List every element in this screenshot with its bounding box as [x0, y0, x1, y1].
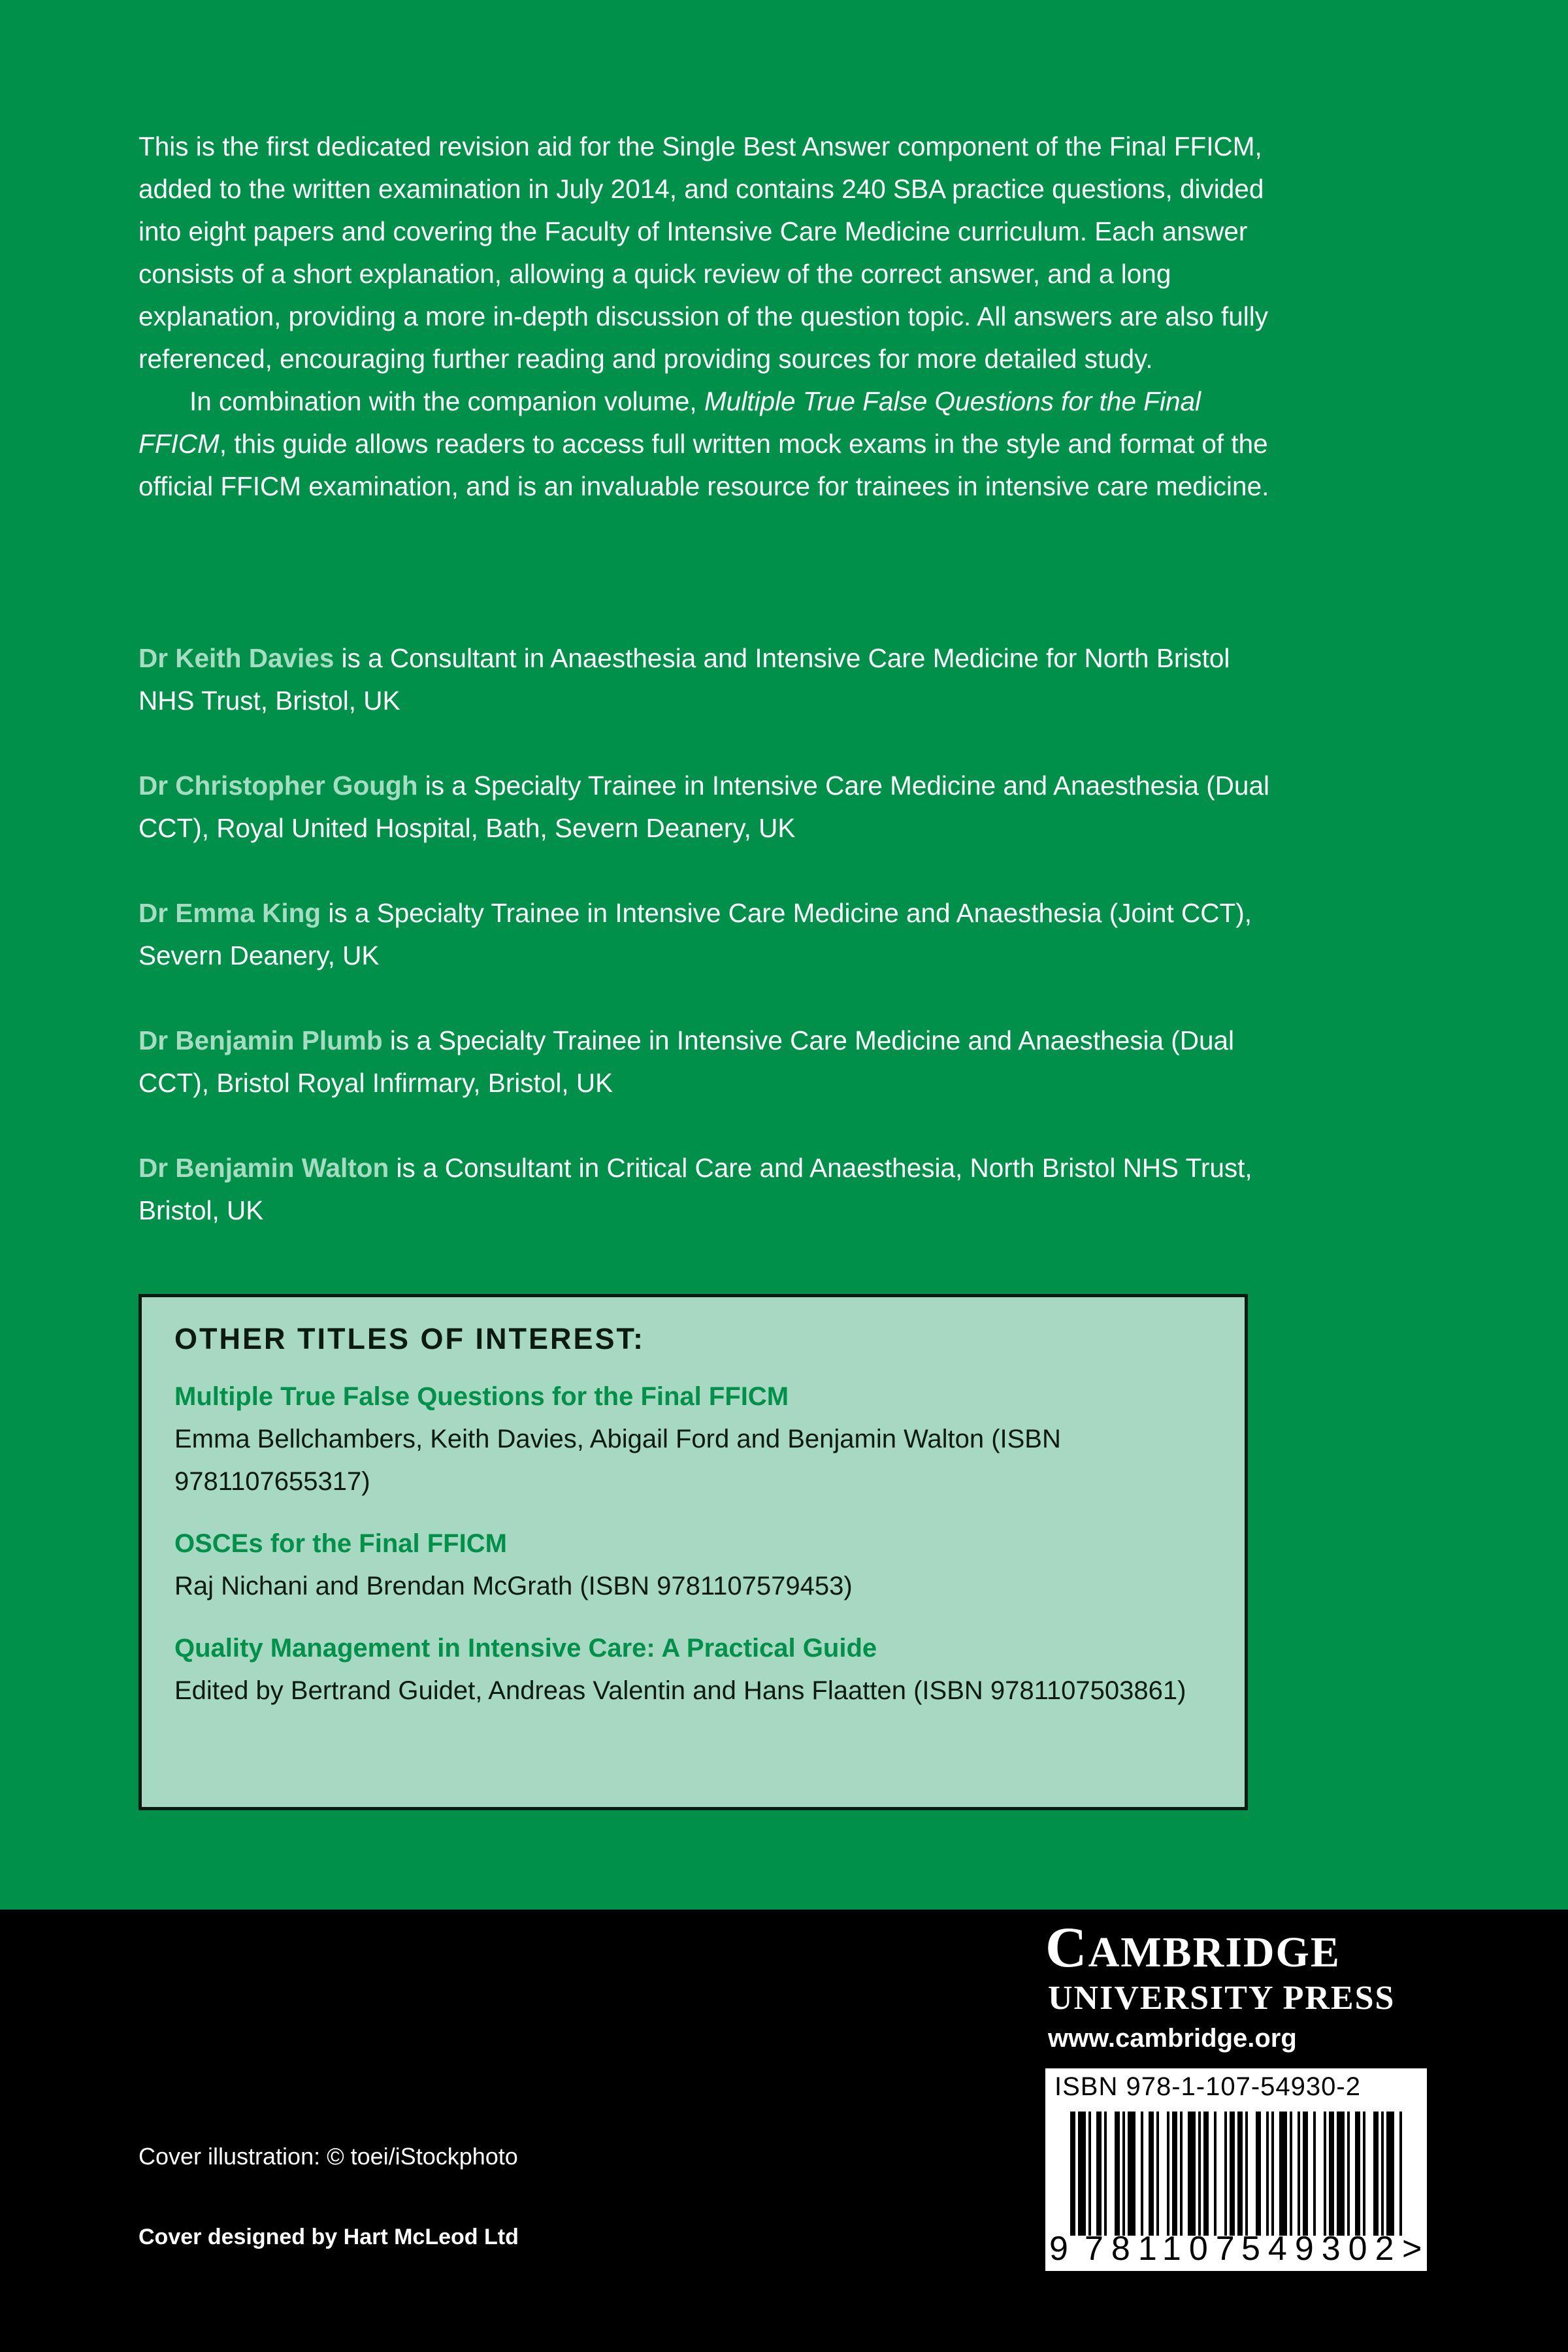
author-name: Dr Benjamin Plumb [139, 1025, 383, 1055]
barcode-bar [1172, 2112, 1177, 2236]
isbn-label: ISBN 978-1-107-54930-2 [1054, 2072, 1361, 2101]
publisher-logo-subline: UNIVERSITY PRESS [1048, 1979, 1396, 2017]
barcode-bar [1279, 2112, 1287, 2236]
author-name: Dr Emma King [139, 898, 321, 928]
author-bio-benjamin-walton [139, 1147, 1288, 1232]
barcode-bar [1088, 2112, 1091, 2236]
logo-rest: AMBRIDGE [1088, 1929, 1341, 1976]
barcode-right-digits: 549302 [1241, 2230, 1402, 2268]
barcode-bar [1324, 2112, 1326, 2236]
barcode-bar [1203, 2112, 1209, 2236]
author-description: is a Consultant in Anaesthesia and Intensive Care Medicine for North Bristol NHS Trust, Bristol, UK [139, 643, 1230, 716]
other-title-name: OSCEs for the Final FFICM [174, 1529, 507, 1558]
publisher-logo-wordmark [1045, 1915, 1341, 1981]
author-bio-benjamin-plumb [139, 1019, 1288, 1104]
cover-illustration-credit: Cover illustration: © toei/iStockphoto [139, 2143, 518, 2170]
other-title-name: Multiple True False Questions for the Final FFICM [174, 1382, 789, 1411]
barcode-bars [1070, 2112, 1402, 2236]
isbn-barcode [1045, 2068, 1427, 2271]
barcode-bar [1313, 2112, 1316, 2236]
barcode-bar [1141, 2112, 1143, 2236]
cover-design-credit: Cover designed by Hart McLeod Ltd [139, 2225, 519, 2249]
barcode-bar [1078, 2112, 1086, 2236]
barcode-bar [1237, 2112, 1243, 2236]
other-title-entry [174, 1627, 1207, 1712]
barcode-bar [1104, 2112, 1107, 2236]
barcode-bar [1245, 2112, 1248, 2236]
barcode-bar [1399, 2112, 1402, 2236]
author-description: is a Specialty Trainee in Intensive Care Medicine and Anaesthesia (Dual CCT), Bristol Royal Infirmary, Bristol, UK [139, 1025, 1235, 1098]
barcode-bar [1156, 2112, 1159, 2236]
other-title-details: Emma Bellchambers, Keith Davies, Abigail Ford and Benjamin Walton (ISBN 9781107655317) [174, 1425, 1061, 1496]
logo-initial: C [1045, 1916, 1088, 1979]
barcode-bar [1256, 2112, 1261, 2236]
other-titles-heading: OTHER TITLES OF INTEREST: [174, 1322, 645, 1355]
other-title-name: Quality Management in Intensive Care: A Practical Guide [174, 1634, 877, 1663]
barcode-bar [1329, 2112, 1334, 2236]
author-description: is a Specialty Trainee in Intensive Care Medicine and Anaesthesia (Dual CCT), Royal United Hospital, Bath, Severn Deanery, UK [139, 770, 1269, 843]
barcode-bar [1180, 2112, 1183, 2236]
barcode-bar [1096, 2112, 1102, 2236]
barcode-digits [1045, 2229, 1427, 2268]
author-bio-christopher-gough [139, 765, 1288, 850]
companion-volume-title: Multiple True False Questions for the Final FFICM [139, 386, 1201, 459]
barcode-end-mark: > [1402, 2230, 1422, 2268]
barcode-bar [1386, 2112, 1394, 2236]
other-title-details: Raj Nichani and Brendan McGrath (ISBN 9781107579453) [174, 1572, 853, 1600]
book-description [139, 125, 1288, 508]
barcode-bar [1128, 2112, 1135, 2236]
barcode-bar [1198, 2112, 1201, 2236]
barcode-first-digit: 9 [1049, 2230, 1068, 2268]
barcode-bar [1303, 2112, 1308, 2236]
barcode-bar [1214, 2112, 1217, 2236]
author-bio-keith-davies [139, 637, 1288, 722]
publisher-website: www.cambridge.org [1048, 2024, 1297, 2053]
barcode-bar [1188, 2112, 1196, 2236]
barcode-bar [1224, 2112, 1227, 2236]
barcode-bar [1298, 2112, 1300, 2236]
author-name: Dr Keith Davies [139, 643, 335, 673]
description-paragraph-2 [139, 380, 1288, 508]
author-description: is a Specialty Trainee in Intensive Care Medicine and Anaesthesia (Joint CCT), Severn Deanery, UK [139, 898, 1252, 970]
barcode-bar [1230, 2112, 1235, 2236]
barcode-bar [1290, 2112, 1292, 2236]
barcode-bar [1266, 2112, 1269, 2236]
barcode-bar [1149, 2112, 1154, 2236]
barcode-left-digits: 781107 [1085, 2230, 1243, 2268]
barcode-bar [1070, 2112, 1075, 2236]
barcode-bar [1115, 2112, 1120, 2236]
other-title-details: Edited by Bertrand Guidet, Andreas Valentin and Hans Flaatten (ISBN 9781107503861) [174, 1676, 1186, 1705]
barcode-bar [1363, 2112, 1365, 2236]
barcode-bar [1373, 2112, 1379, 2236]
author-name: Dr Christopher Gough [139, 770, 418, 801]
description-text: In combination with the companion volume, [189, 386, 704, 416]
barcode-bar [1122, 2112, 1125, 2236]
barcode-bar [1355, 2112, 1360, 2236]
author-name: Dr Benjamin Walton [139, 1153, 389, 1183]
other-titles-box [139, 1294, 1248, 1810]
other-title-entry [174, 1376, 1207, 1503]
barcode-bar [1271, 2112, 1274, 2236]
author-description: is a Consultant in Critical Care and Anaesthesia, North Bristol NHS Trust, Bristol, UK [139, 1153, 1252, 1225]
barcode-bar [1347, 2112, 1350, 2236]
barcode-bar [1381, 2112, 1384, 2236]
author-bio-emma-king [139, 892, 1288, 977]
other-title-entry [174, 1523, 1207, 1608]
description-paragraph-1: This is the first dedicated revision aid for the Single Best Answer component of the Final FFICM, added to the written examination in July 2014, and contains 240 SBA practice questions, divided into eight papers and covering the Faculty of Intensive Care Medicine curriculum. Each answer consists of a short explanation, allowing a quick review of the correct answer, and a long explanation, providing a more in-depth discussion of the question topic. All answers are also fully referenced, encouraging further reading and providing sources for more detailed study. [139, 131, 1268, 374]
barcode-bar [1167, 2112, 1169, 2236]
description-text: , this guide allows readers to access full written mock exams in the style and format of the official FFICM examination, and is an invaluable resource for trainees in intensive care medicine. [139, 429, 1269, 501]
barcode-bar [1337, 2112, 1345, 2236]
